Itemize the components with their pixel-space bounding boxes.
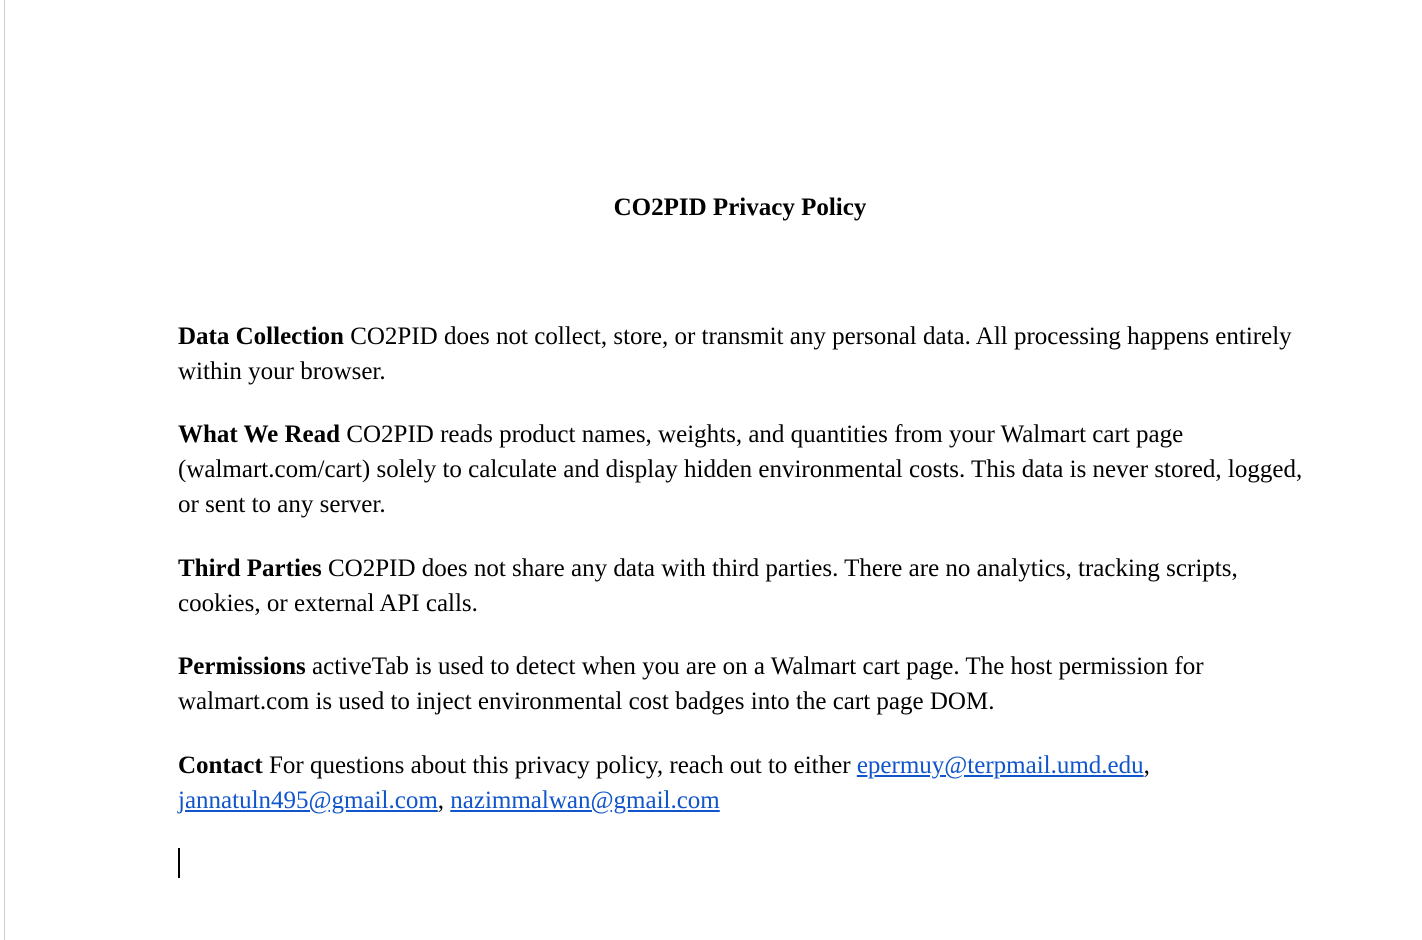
section-contact bbox=[178, 748, 1308, 818]
section-permissions bbox=[178, 649, 1308, 719]
section-body: activeTab is used to detect when you are on a Walmart cart page. The host permission for walmart.com is used to inject environmental cost badges into the cart page DOM. bbox=[178, 653, 1204, 715]
page-left-edge bbox=[4, 0, 5, 940]
separator: , bbox=[1143, 752, 1150, 779]
section-body: CO2PID reads product names, weights, and quantities from your Walmart cart page (walmart.com/cart) solely to calculate and display hidden environmental costs. This data is never stored, logged, or sent to any server. bbox=[178, 421, 1303, 518]
separator: , bbox=[437, 787, 451, 814]
section-heading: Contact bbox=[178, 752, 263, 779]
text-cursor bbox=[178, 848, 180, 878]
page-title: CO2PID Privacy Policy bbox=[613, 194, 867, 221]
section-data-collection bbox=[178, 319, 1308, 389]
section-body: CO2PID does not collect, store, or transmit any personal data. All processing happens entirely within your browser. bbox=[178, 323, 1292, 385]
section-heading: Third Parties bbox=[178, 555, 322, 582]
section-heading: Permissions bbox=[178, 653, 306, 680]
section-heading: Data Collection bbox=[178, 323, 344, 350]
section-what-we-read bbox=[178, 417, 1308, 522]
email-link-epermuy[interactable]: epermuy@terpmail.umd.edu bbox=[856, 752, 1144, 779]
email-link-nazimmalwan[interactable]: nazimmalwan@gmail.com bbox=[450, 787, 720, 814]
section-heading: What We Read bbox=[178, 421, 341, 448]
section-body: For questions about this privacy policy, reach out to either bbox=[262, 752, 857, 779]
section-third-parties bbox=[178, 551, 1308, 621]
email-link-jannatuln[interactable]: jannatuln495@gmail.com bbox=[178, 787, 438, 814]
section-body: CO2PID does not share any data with third parties. There are no analytics, tracking scripts, cookies, or external API calls. bbox=[178, 555, 1238, 617]
